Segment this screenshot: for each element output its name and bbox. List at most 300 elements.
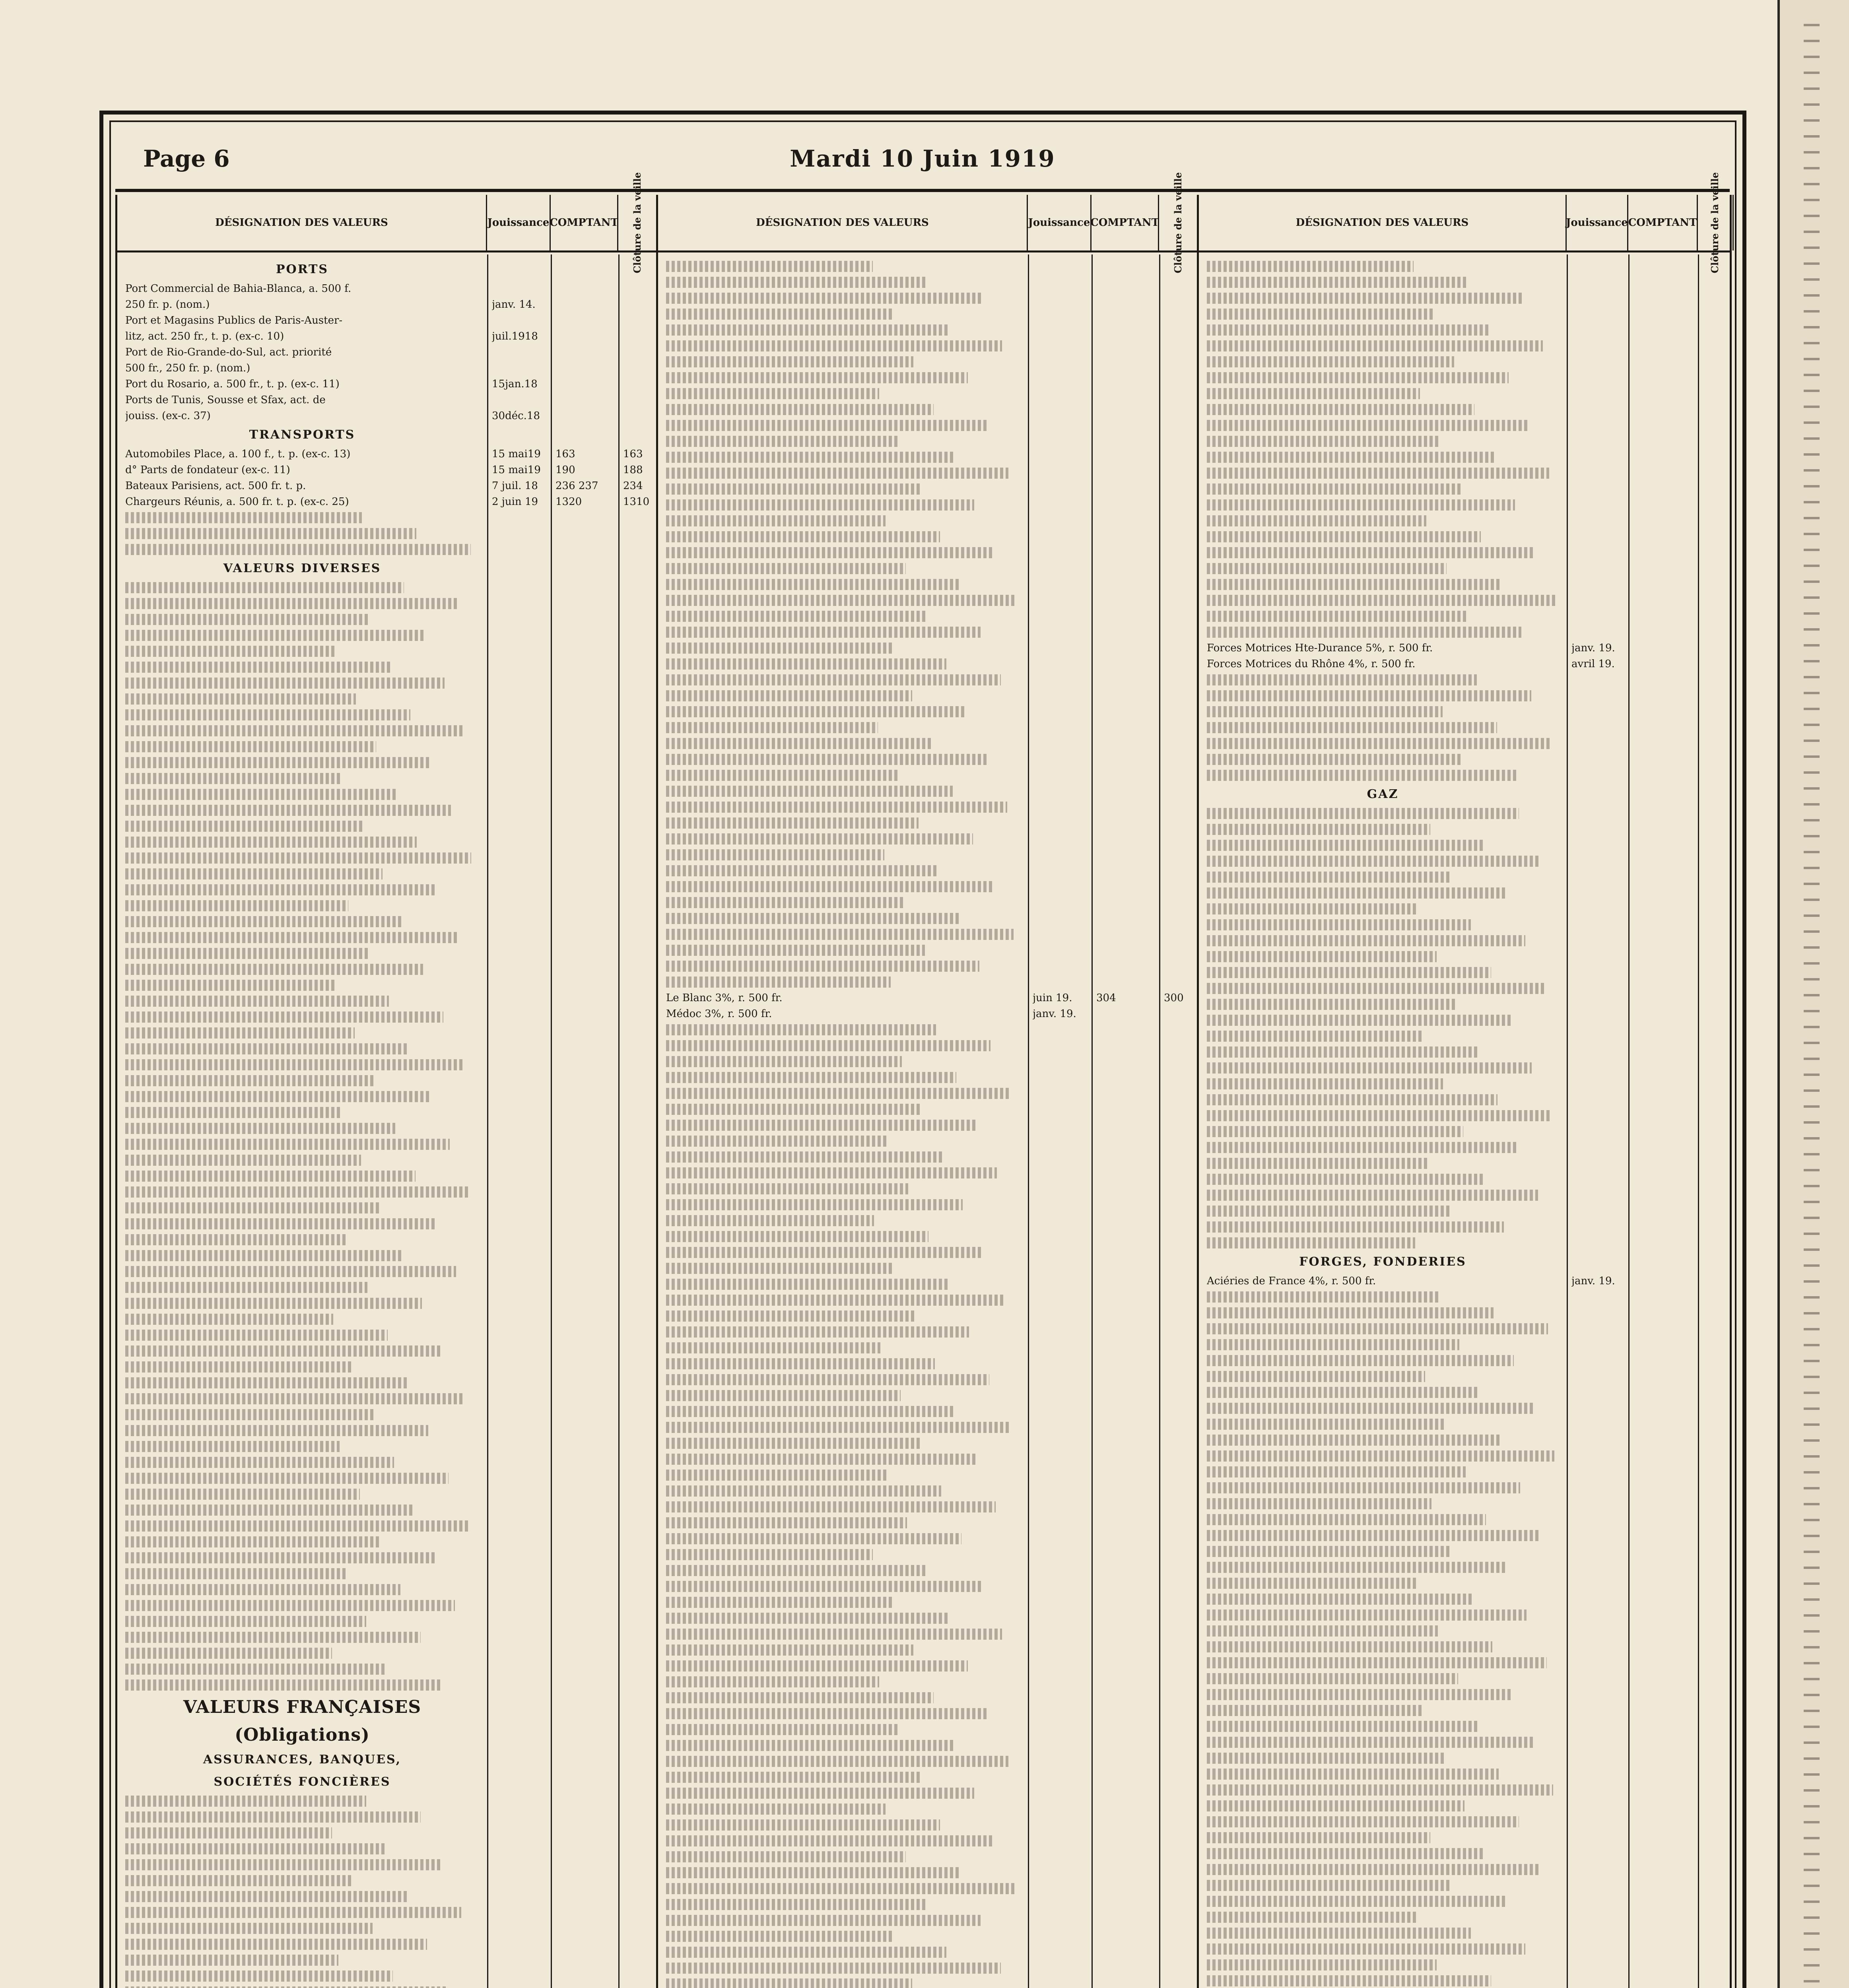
- unread-row: [1207, 1562, 1506, 1573]
- unread-row: [1207, 1110, 1552, 1121]
- column-header: [658, 172, 1197, 274]
- column-body: [658, 254, 1197, 1988]
- cell-designation: 500 fr., 250 fr. p. (nom.): [125, 362, 251, 374]
- unread-row: [125, 1155, 361, 1166]
- unread-row: [125, 1971, 393, 1982]
- cell-jouissance: janv. 19.: [1571, 642, 1615, 654]
- unread-row: [125, 1202, 381, 1213]
- unread-row: [1207, 420, 1529, 431]
- designation-header: DÉSIGNATION DES VALEURS: [658, 195, 1028, 250]
- unread-row: [1207, 770, 1517, 781]
- designation-header: DÉSIGNATION DES VALEURS: [117, 195, 487, 250]
- unread-row: [1207, 293, 1523, 304]
- unread-row: [1207, 388, 1420, 399]
- unread-row: [666, 1692, 934, 1703]
- section-title: (Obligations): [235, 1725, 370, 1745]
- unread-row: [125, 980, 334, 991]
- quotation-row: [658, 1006, 1197, 1022]
- unread-row: [1207, 1237, 1415, 1248]
- column-rule: [1092, 254, 1093, 1988]
- unread-row: [666, 1167, 997, 1178]
- unread-row: [125, 1345, 442, 1357]
- unread-row: [666, 1470, 887, 1481]
- unread-row: [666, 945, 925, 956]
- unread-row: [1207, 1673, 1458, 1684]
- unread-row: [125, 821, 362, 832]
- cloture-header: Clôture de la veille: [1698, 195, 1734, 250]
- unread-row: [666, 1915, 981, 1926]
- unread-row: [1207, 999, 1457, 1010]
- unread-row: [666, 1756, 1008, 1767]
- unread-row: [1207, 919, 1471, 930]
- unread-row: [666, 1660, 968, 1672]
- cell-jouissance: avril 19.: [1571, 658, 1615, 670]
- unread-row: [125, 1939, 427, 1950]
- quotation-row: [117, 297, 656, 313]
- quotation-column-1: [115, 172, 656, 1988]
- cell-jouissance: 15 mai19: [492, 464, 541, 476]
- comptant-header: COMPTANT: [551, 195, 618, 250]
- unread-row: [666, 1295, 1003, 1306]
- unread-row: [1207, 1307, 1494, 1318]
- unread-row: [125, 1314, 333, 1325]
- unread-row: [1207, 674, 1477, 685]
- adjacent-page-text: [1804, 24, 1820, 1988]
- unread-row: [125, 1827, 332, 1839]
- unread-row: [1207, 1657, 1547, 1668]
- unread-row: [125, 1441, 340, 1452]
- unread-row: [1207, 1435, 1500, 1446]
- unread-row: [1207, 1943, 1525, 1955]
- unread-row: [1207, 1062, 1532, 1074]
- unread-row: [1207, 1078, 1443, 1089]
- quotation-row: [117, 446, 656, 462]
- unread-row: [666, 1406, 955, 1417]
- unread-row: [666, 1899, 926, 1910]
- unread-row: [1207, 547, 1535, 558]
- unread-row: [1207, 1190, 1538, 1201]
- cell-comptant: 304: [1096, 992, 1116, 1004]
- quotation-row: [117, 360, 656, 376]
- unread-row: [666, 706, 967, 717]
- unread-row: [125, 773, 342, 784]
- jouissance-header: Jouissance: [487, 195, 551, 250]
- cell-designation: Port du Rosario, a. 500 fr., t. p. (ex-c. 11): [125, 378, 340, 390]
- unread-row: [1207, 1753, 1444, 1764]
- unread-row: [1207, 483, 1461, 495]
- unread-row: [666, 468, 1008, 479]
- unread-row: [666, 595, 1015, 606]
- unread-row: [666, 770, 898, 781]
- unread-row: [666, 1374, 989, 1385]
- unread-row: [666, 356, 913, 367]
- unread-row: [666, 1279, 949, 1290]
- unread-row: [666, 1136, 888, 1147]
- unread-row: [666, 977, 891, 988]
- unread-row: [125, 646, 336, 657]
- unread-row: [1207, 1609, 1527, 1621]
- cell-jouissance: 30déc.18: [492, 410, 540, 422]
- unread-row: [1207, 1959, 1437, 1971]
- section-title: VALEURS DIVERSES: [223, 561, 381, 575]
- cell-designation: Le Blanc 3%, r. 500 fr.: [666, 992, 783, 1004]
- section-title: SOCIÉTÉS FONCIÈRES: [214, 1775, 391, 1789]
- unread-row: [125, 1027, 355, 1039]
- unread-row: [666, 1326, 969, 1338]
- unread-row: [125, 528, 416, 539]
- unread-row: [1207, 1546, 1452, 1557]
- unread-row: [666, 1120, 977, 1131]
- cell-cloture: 1310: [623, 496, 650, 508]
- section-title: TRANSPORTS: [249, 428, 355, 442]
- section-title: ASSURANCES, BANQUES,: [203, 1753, 402, 1767]
- unread-row: [1207, 1339, 1459, 1350]
- cell-comptant: 1320: [555, 496, 582, 508]
- unread-row: [666, 658, 946, 670]
- jouissance-header: Jouissance: [1567, 195, 1628, 250]
- unread-row: [666, 324, 948, 336]
- unread-row: [125, 964, 423, 975]
- unread-row: [1207, 1206, 1449, 1217]
- unread-row: [666, 1581, 982, 1592]
- cell-jouissance: juin 19.: [1033, 992, 1072, 1004]
- unread-row: [125, 1536, 380, 1547]
- cell-jouissance: 15jan.18: [492, 378, 538, 390]
- unread-row: [666, 1867, 960, 1878]
- unread-row: [666, 722, 878, 733]
- comptant-header: COMPTANT: [1628, 195, 1698, 250]
- unread-row: [125, 1282, 367, 1293]
- cell-jouissance: 2 juin 19: [492, 496, 538, 508]
- unread-row: [666, 1947, 946, 1958]
- unread-row: [1207, 1530, 1540, 1541]
- unread-row: [1207, 436, 1440, 447]
- unread-row: [666, 1390, 901, 1401]
- unread-row: [666, 1597, 893, 1608]
- column-rule: [1628, 254, 1630, 1988]
- quotation-column-3: [1197, 172, 1732, 1988]
- quotation-row: [117, 344, 656, 360]
- unread-row: [1207, 563, 1447, 574]
- unread-row: [1207, 1450, 1554, 1462]
- unread-row: [1207, 1705, 1424, 1716]
- unread-row: [1207, 277, 1468, 288]
- unread-row: [1207, 887, 1505, 899]
- unread-row: [666, 1724, 899, 1735]
- quotation-row: [117, 313, 656, 328]
- section-title: VALEURS FRANÇAISES: [183, 1697, 421, 1717]
- unread-row: [1207, 1912, 1416, 1923]
- quotation-row: [117, 462, 656, 478]
- unread-row: [125, 1875, 352, 1886]
- unread-row: [1207, 951, 1437, 962]
- cell-designation: Aciéries de France 4%, r. 500 fr.: [1207, 1275, 1376, 1287]
- cloture-header: Clôture de la veille: [1159, 195, 1199, 250]
- unread-row: [125, 1457, 394, 1468]
- unread-row: [666, 1056, 902, 1067]
- unread-row: [666, 817, 919, 829]
- unread-row: [1207, 1848, 1485, 1859]
- unread-row: [1207, 1800, 1464, 1811]
- quotation-row: [117, 408, 656, 424]
- unread-row: [666, 404, 934, 415]
- unread-row: [666, 452, 954, 463]
- unread-row: [1207, 1625, 1438, 1637]
- unread-row: [1207, 1928, 1471, 1939]
- section-title: GAZ: [1367, 787, 1399, 801]
- unread-row: [666, 1485, 941, 1497]
- unread-row: [1207, 1816, 1519, 1827]
- unread-row: [1207, 261, 1414, 272]
- unread-row: [125, 1907, 461, 1918]
- unread-row: [1207, 690, 1531, 701]
- unread-row: [666, 881, 993, 892]
- column-rule: [551, 254, 552, 1988]
- unread-row: [1207, 706, 1443, 717]
- cell-designation: Forces Motrices du Rhône 4%, r. 500 fr.: [1207, 658, 1416, 670]
- cell-designation: 250 fr. p. (nom.): [125, 299, 210, 311]
- unread-row: [1207, 1578, 1418, 1589]
- unread-row: [666, 1644, 913, 1656]
- quotation-row: [117, 376, 656, 392]
- unread-row: [666, 1788, 974, 1799]
- unread-row: [666, 1072, 956, 1083]
- unread-row: [125, 884, 437, 895]
- unread-row: [1207, 531, 1481, 542]
- unread-row: [125, 1218, 436, 1229]
- unread-row: [1207, 967, 1491, 978]
- unread-row: [125, 1891, 407, 1902]
- unread-row: [666, 1040, 991, 1051]
- unread-row: [666, 1422, 1010, 1433]
- unread-row: [666, 1247, 983, 1258]
- unread-row: [666, 1263, 894, 1274]
- cell-designation: Médoc 3%, r. 500 fr.: [666, 1008, 772, 1020]
- unread-row: [1207, 595, 1556, 606]
- unread-row: [1207, 1323, 1548, 1334]
- jouissance-header: Jouissance: [1028, 195, 1092, 250]
- unread-row: [1207, 1498, 1431, 1509]
- unread-row: [1207, 1880, 1451, 1891]
- unread-row: [666, 1613, 948, 1624]
- unread-row: [125, 1409, 374, 1420]
- unread-row: [666, 1104, 922, 1115]
- unread-row: [1207, 340, 1543, 351]
- unread-row: [125, 1616, 366, 1627]
- unread-row: [1207, 1784, 1553, 1796]
- unread-row: [125, 1011, 443, 1023]
- unread-row: [125, 1600, 455, 1611]
- unread-row: [666, 913, 959, 924]
- unread-row: [666, 690, 912, 701]
- unread-row: [666, 420, 988, 431]
- unread-row: [1207, 754, 1463, 765]
- unread-row: [125, 900, 348, 911]
- comptant-header: COMPTANT: [1092, 195, 1159, 250]
- column-header: [1199, 172, 1730, 274]
- unread-row: [125, 1091, 429, 1102]
- unread-row: [666, 802, 1007, 813]
- cell-designation: Ports de Tunis, Sousse et Sfax, act. de: [125, 394, 326, 406]
- unread-row: [125, 916, 403, 927]
- unread-row: [125, 1123, 395, 1134]
- unread-row: [1207, 1355, 1514, 1366]
- unread-row: [125, 1796, 366, 1807]
- cell-designation: Bateaux Parisiens, act. 500 fr. t. p.: [125, 480, 306, 492]
- unread-row: [666, 1629, 1002, 1640]
- cell-cloture: 234: [623, 480, 643, 492]
- cell-designation: Chargeurs Réunis, a. 500 fr. t. p. (ex-c. 25): [125, 496, 349, 508]
- unread-row: [125, 614, 370, 625]
- column-body: [1199, 254, 1730, 1988]
- quotation-row: [117, 281, 656, 297]
- unread-row: [125, 1250, 402, 1261]
- unread-row: [1207, 1514, 1486, 1525]
- unread-row: [666, 1565, 927, 1576]
- page-header: [115, 141, 1730, 192]
- unread-row: [125, 544, 471, 555]
- unread-row: [1207, 856, 1539, 867]
- unread-row: [125, 1043, 409, 1054]
- unread-row: [666, 579, 960, 590]
- unread-row: [1207, 1721, 1478, 1732]
- unread-row: [666, 1517, 907, 1528]
- unread-row: [666, 1151, 942, 1163]
- unread-row: [125, 837, 417, 848]
- unread-row: [125, 630, 424, 641]
- unread-row: [125, 725, 465, 736]
- quotation-row: [658, 990, 1197, 1006]
- unread-row: [666, 1438, 921, 1449]
- cell-comptant: 163: [555, 448, 575, 460]
- cell-cloture: 300: [1164, 992, 1184, 1004]
- unread-row: [1207, 1975, 1491, 1986]
- unread-row: [666, 277, 927, 288]
- column-rule: [1698, 254, 1699, 1988]
- unread-row: [666, 627, 981, 638]
- unread-row: [1207, 1031, 1423, 1042]
- unread-row: [666, 929, 1014, 940]
- unread-row: [1207, 1466, 1466, 1477]
- unread-row: [666, 1231, 928, 1242]
- unread-row: [666, 961, 979, 972]
- unread-row: [666, 1740, 954, 1751]
- unread-row: [1207, 468, 1549, 479]
- unread-row: [125, 678, 445, 689]
- unread-row: [125, 868, 383, 879]
- unread-row: [125, 852, 471, 864]
- unread-row: [125, 1679, 441, 1691]
- unread-row: [666, 563, 906, 574]
- unread-row: [666, 515, 886, 526]
- unread-row: [125, 1186, 470, 1198]
- unread-row: [125, 1393, 462, 1404]
- quotation-row: [1199, 640, 1730, 656]
- quotation-row: [1199, 656, 1730, 672]
- unread-row: [1207, 1094, 1497, 1105]
- cell-jouissance: janv. 19.: [1033, 1008, 1076, 1020]
- unread-row: [1207, 579, 1501, 590]
- unread-row: [125, 1059, 464, 1070]
- unread-row: [666, 643, 892, 654]
- unread-row: [1207, 983, 1546, 994]
- unread-row: [125, 1377, 408, 1388]
- cell-designation: Port Commercial de Bahia-Blanca, a. 500 f.: [125, 283, 352, 295]
- unread-row: [125, 932, 457, 943]
- column-rule: [1567, 254, 1568, 1988]
- quotation-column-2: [656, 172, 1197, 1988]
- unread-row: [666, 1931, 892, 1942]
- unread-row: [1207, 356, 1454, 367]
- unread-row: [666, 1963, 1001, 1974]
- unread-row: [666, 1851, 906, 1862]
- unread-row: [666, 1978, 912, 1988]
- unread-row: [666, 309, 893, 320]
- unread-row: [666, 1804, 886, 1815]
- cell-jouissance: janv. 19.: [1571, 1275, 1615, 1287]
- unread-row: [666, 261, 873, 272]
- unread-row: [125, 1473, 449, 1484]
- unread-row: [125, 709, 410, 720]
- quotation-row: [117, 478, 656, 494]
- unread-row: [666, 1501, 996, 1512]
- unread-row: [666, 1708, 988, 1719]
- unread-row: [1207, 935, 1525, 946]
- unread-row: [125, 1568, 346, 1579]
- cell-designation: jouiss. (ex-c. 37): [125, 410, 211, 422]
- unread-row: [1207, 1896, 1505, 1907]
- cell-designation: litz, act. 250 fr., t. p. (ex-c. 10): [125, 330, 284, 342]
- unread-row: [666, 1199, 963, 1210]
- unread-row: [1207, 1142, 1518, 1153]
- unread-row: [125, 1266, 456, 1277]
- unread-row: [666, 1533, 961, 1544]
- designation-header: DÉSIGNATION DES VALEURS: [1199, 195, 1567, 250]
- unread-row: [666, 1835, 994, 1846]
- unread-row: [1207, 840, 1485, 851]
- unread-row: [1207, 1403, 1534, 1414]
- unread-row: [125, 1859, 441, 1870]
- unread-row: [1207, 404, 1474, 415]
- unread-row: [1207, 1046, 1477, 1058]
- unread-row: [125, 1986, 447, 1988]
- unread-row: [666, 293, 982, 304]
- unread-row: [1207, 1174, 1484, 1185]
- cell-designation: Forces Motrices Hte-Durance 5%, r. 500 fr.: [1207, 642, 1433, 654]
- unread-row: [125, 693, 356, 705]
- unread-row: [666, 1819, 940, 1831]
- unread-row: [666, 833, 973, 845]
- unread-row: [125, 757, 431, 768]
- cell-jouissance: 7 juil. 18: [492, 480, 538, 492]
- unread-row: [125, 805, 451, 816]
- unread-row: [666, 786, 953, 797]
- unread-row: [125, 1923, 373, 1934]
- cell-jouissance: juil.1918: [492, 330, 538, 342]
- unread-row: [666, 1342, 880, 1353]
- unread-row: [125, 741, 376, 752]
- unread-row: [125, 996, 389, 1007]
- unread-row: [666, 1549, 873, 1560]
- unread-row: [666, 1883, 1015, 1894]
- unread-row: [666, 897, 905, 908]
- unread-row: [1207, 1371, 1425, 1382]
- unread-row: [666, 1024, 936, 1035]
- cell-jouissance: 15 mai19: [492, 448, 541, 460]
- unread-row: [1207, 372, 1509, 383]
- unread-row: [125, 1520, 469, 1532]
- unread-row: [1207, 499, 1515, 511]
